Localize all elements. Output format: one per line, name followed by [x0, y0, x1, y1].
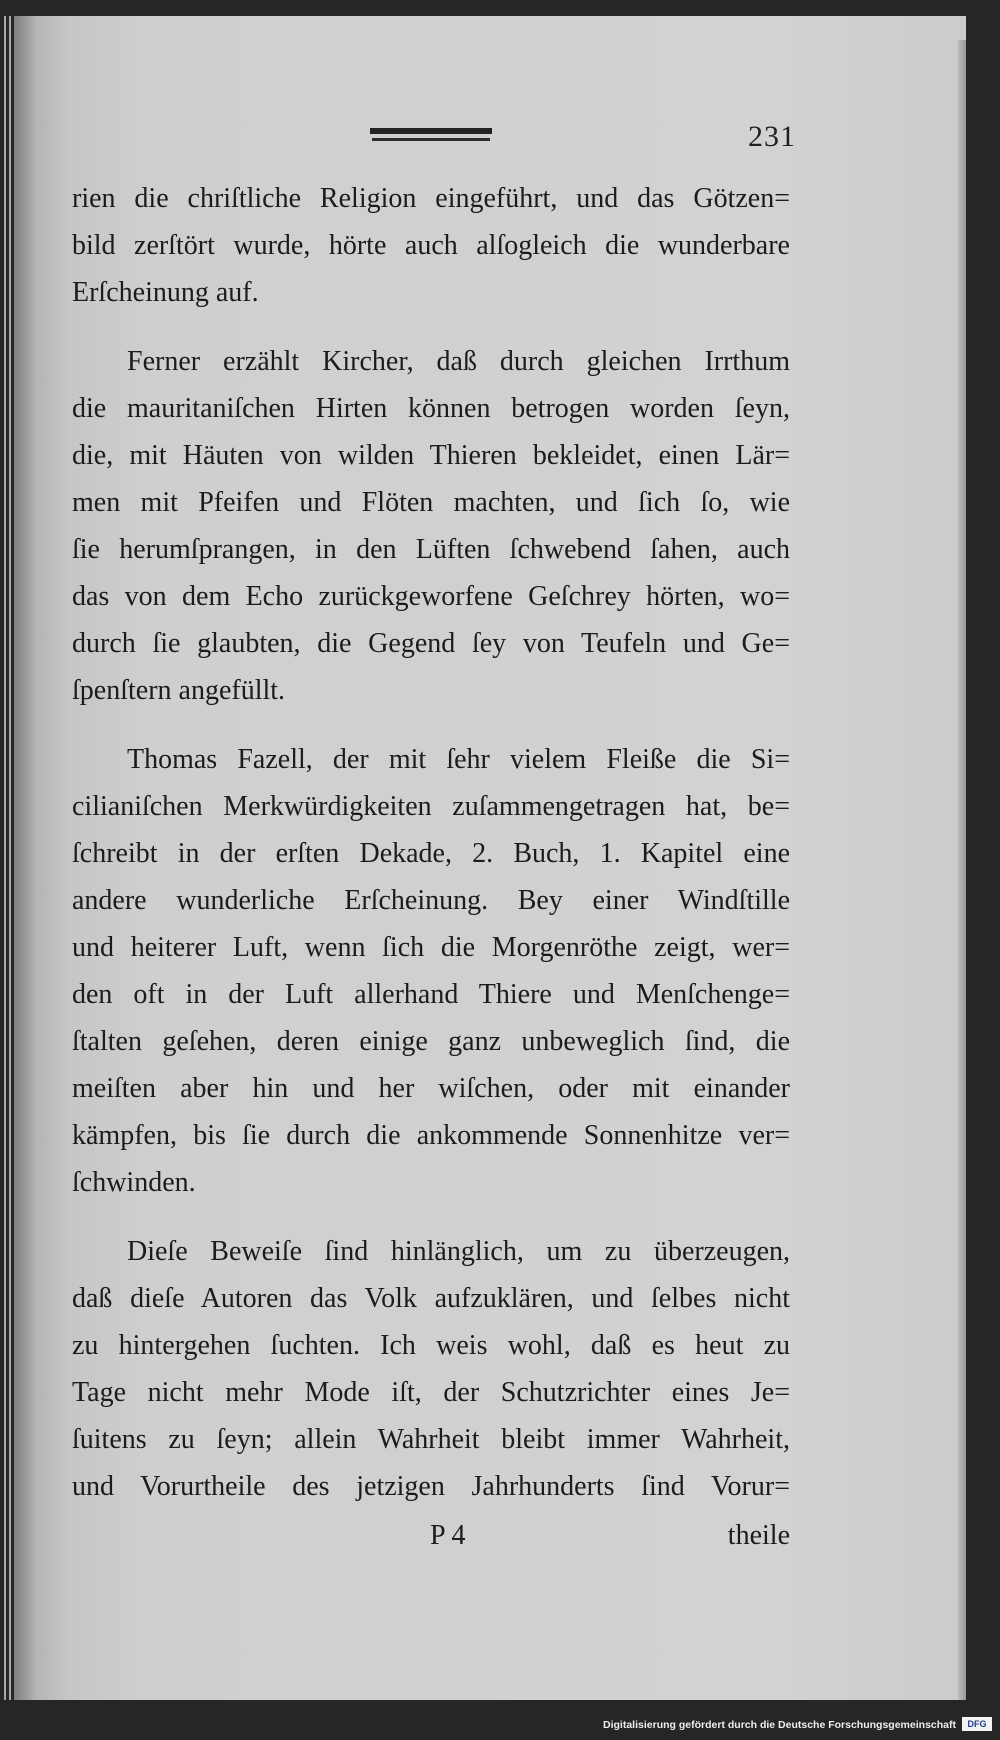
text-line: bild zerſtört wurde, hörte auch alſogleich die wunderbare [72, 230, 790, 261]
text-line: meiſten aber hin und her wiſchen, oder mit einander [72, 1073, 790, 1104]
text-line: ſuitens zu ſeyn; allein Wahrheit bleibt immer Wahrheit, [72, 1424, 790, 1455]
text-line: zu hintergehen ſuchten. Ich weis wohl, daß es heut zu [72, 1330, 790, 1361]
text-line: ſchreibt in der erſten Dekade, 2. Buch, 1. Kapitel eine [72, 838, 790, 869]
text-line: kämpfen, bis ſie durch die ankommende Sonnenhitze ver= [72, 1120, 790, 1151]
page-edge-line [4, 16, 6, 1700]
digitization-credit: Digitalisierung gefördert durch die Deutsche Forschungsgemeinschaft [603, 1719, 956, 1731]
paragraph [72, 736, 790, 1206]
text-line: ſtalten geſehen, deren einige ganz unbeweglich ſind, die [72, 1026, 790, 1057]
signature-mark: P 4 [430, 1520, 466, 1551]
text-line: Thomas Fazell, der mit ſehr vielem Fleiße die Si= [127, 744, 790, 775]
text-line: men mit Pfeifen und Flöten machten, und ſich ſo, wie [72, 487, 790, 518]
text-line: und Vorurtheile des jetzigen Jahrhunderts ſind Vorur= [72, 1471, 790, 1502]
text-line: Ferner erzählt Kircher, daß durch gleichen Irrthum [127, 346, 790, 377]
text-line: den oft in der Luft allerhand Thiere und Menſchenge= [72, 979, 790, 1010]
paragraph [72, 175, 790, 316]
page-edge-line [9, 16, 11, 1700]
text-line: Tage nicht mehr Mode iſt, der Schutzrichter eines Je= [72, 1377, 790, 1408]
text-line: die, mit Häuten von wilden Thieren bekleidet, einen Lär= [72, 440, 790, 471]
body-text [72, 175, 790, 1532]
page-number: 231 [748, 120, 796, 153]
page-right-rim [958, 40, 966, 1700]
text-line: die mauritaniſchen Hirten können betrogen worden ſeyn, [72, 393, 790, 424]
header-rule-thick [370, 128, 492, 134]
header-rule-thin [372, 138, 490, 141]
text-line: rien die chriſtliche Religion eingeführt, und das Götzen= [72, 183, 790, 214]
text-line: Erſcheinung auf. [72, 277, 259, 308]
page-footer [72, 1512, 790, 1559]
text-line: Dieſe Beweiſe ſind hinlänglich, um zu überzeugen, [127, 1236, 790, 1267]
text-line: und heiterer Luft, wenn ſich die Morgenröthe zeigt, wer= [72, 932, 790, 963]
text-line: das von dem Echo zurückgeworfene Geſchrey hörten, wo= [72, 581, 790, 612]
text-line: ſpenſtern angefüllt. [72, 675, 286, 706]
paragraph [72, 1228, 790, 1510]
text-line: ſie herumſprangen, in den Lüften ſchwebend ſahen, auch [72, 534, 790, 565]
text-line: cilianiſchen Merkwürdigkeiten zuſammengetragen hat, be= [72, 791, 790, 822]
text-line: andere wunderliche Erſcheinung. Bey einer Windſtille [72, 885, 790, 916]
dfg-logo: DFG [962, 1717, 992, 1731]
text-line: ſchwinden. [72, 1167, 196, 1198]
text-line: durch ſie glaubten, die Gegend ſey von Teufeln und Ge= [72, 628, 790, 659]
catchword: theile [727, 1520, 790, 1551]
paragraph [72, 338, 790, 714]
text-line: daß dieſe Autoren das Volk aufzuklären, und ſelbes nicht [72, 1283, 790, 1314]
